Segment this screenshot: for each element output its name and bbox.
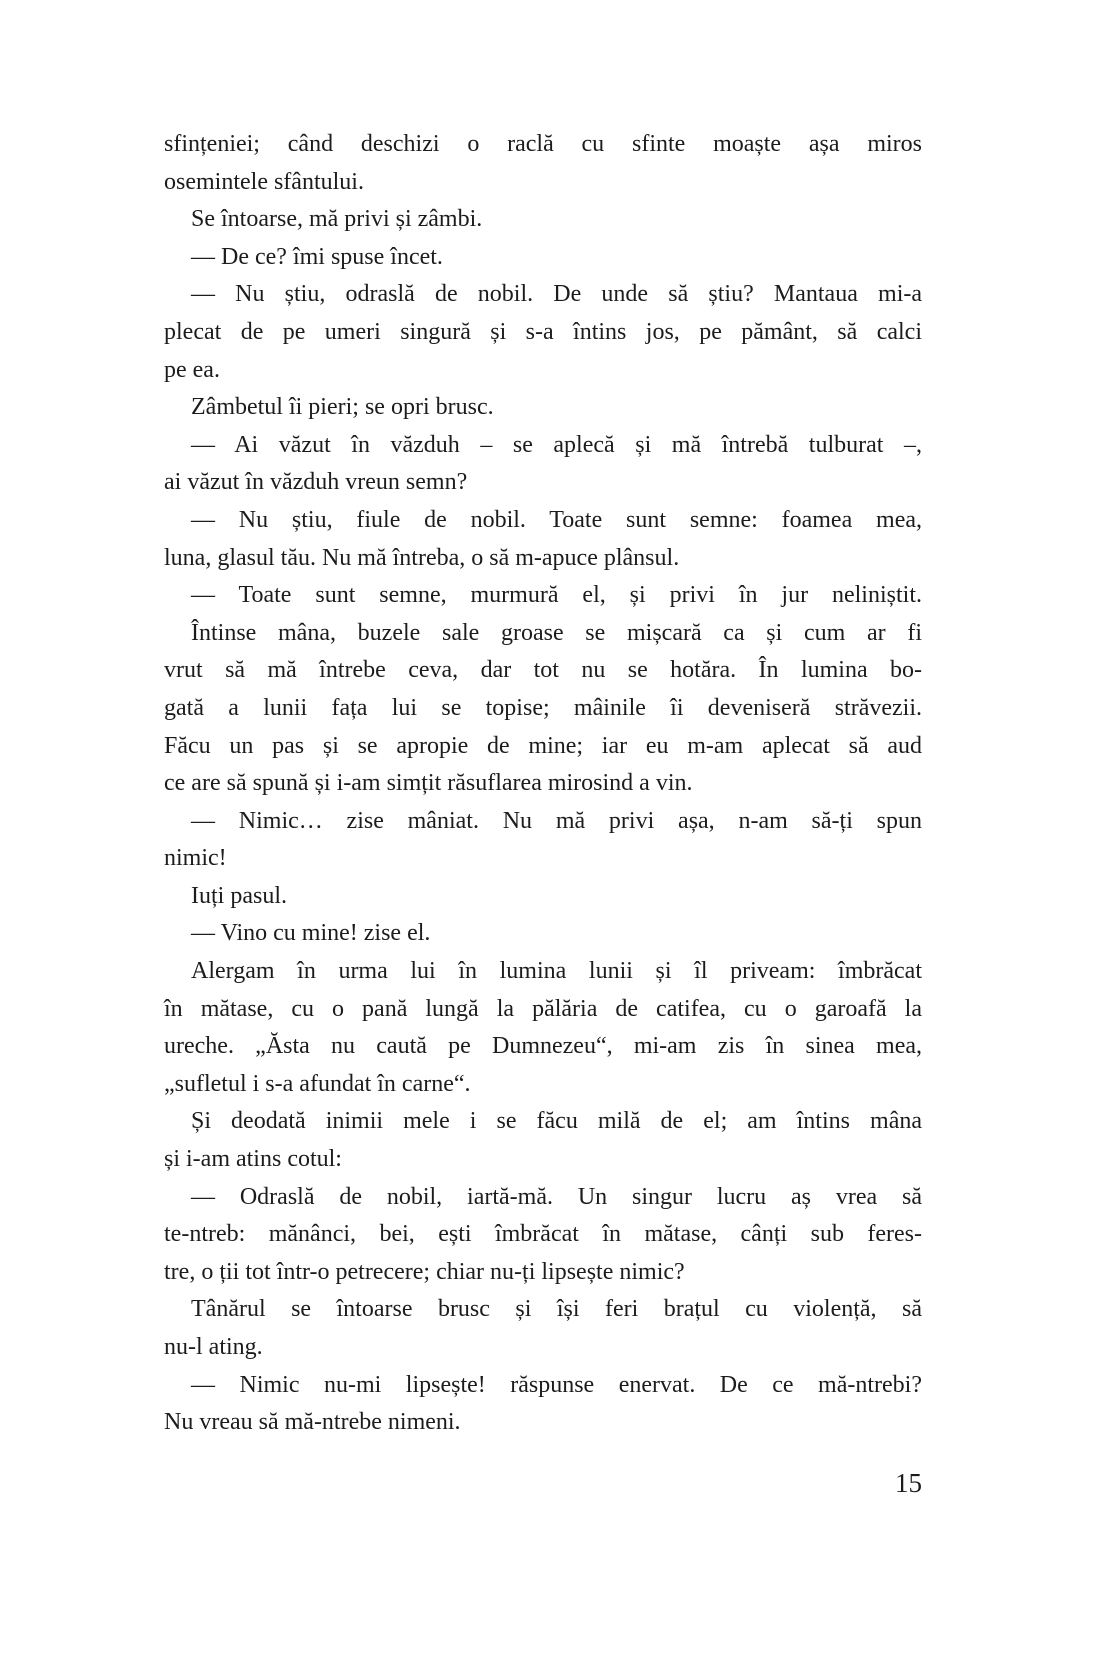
text-line: luna, glasul tău. Nu mă întreba, o să m-apuce plânsul. xyxy=(164,544,680,571)
text-line: Iuți pasul. xyxy=(191,882,287,909)
text-line: — Nimic nu-mi lipsește! răspunse enervat. De ce mă-ntrebi? xyxy=(191,1371,922,1398)
text-line: ureche. „Ăsta nu caută pe Dumnezeu“, mi-am zis în sinea mea, xyxy=(164,1033,922,1060)
text-line: și i-am atins cotul: xyxy=(164,1146,342,1173)
text-line: „sufletul i s-a afundat în carne“. xyxy=(164,1070,471,1097)
text-line: osemintele sfântului. xyxy=(164,168,364,195)
text-line: tre, o ții tot într-o petrecere; chiar nu-ți lipsește nimic? xyxy=(164,1258,685,1285)
text-line: — Nu știu, fiule de nobil. Toate sunt semne: foamea mea, xyxy=(191,506,922,533)
text-line: gată a lunii fața lui se topise; mâinile îi deveniseră străvezii. xyxy=(164,694,922,721)
text-line: — Odraslă de nobil, iartă-mă. Un singur lucru aș vrea să xyxy=(191,1183,922,1210)
text-line: plecat de pe umeri singură și s-a întins jos, pe pământ, să calci xyxy=(164,318,922,345)
text-block xyxy=(164,126,922,1442)
text-line: Se întoarse, mă privi și zâmbi. xyxy=(191,206,483,233)
page-number: 15 xyxy=(895,1468,922,1498)
text-line: nu-l ating. xyxy=(164,1334,263,1360)
text-line: — De ce? îmi spuse încet. xyxy=(191,243,443,270)
text-line: Tânărul se întoarse brusc și își feri brațul cu violență, să xyxy=(191,1296,922,1323)
text-line: — Nimic… zise mâniat. Nu mă privi așa, n-am să-ți spun xyxy=(191,807,922,834)
text-line: ai văzut în văzduh vreun semn? xyxy=(164,469,468,496)
text-line: — Toate sunt semne, murmură el, și privi în jur neliniștit. xyxy=(191,582,922,609)
text-line: Întinse mâna, buzele sale groase se mișcară ca și cum ar fi xyxy=(191,619,922,646)
text-line: — Ai văzut în văzduh – se aplecă și mă întrebă tulburat –, xyxy=(191,431,922,458)
text-line: sfințeniei; când deschizi o raclă cu sfinte moaște așa miros xyxy=(164,131,922,157)
text-line: — Nu știu, odraslă de nobil. De unde să știu? Mantaua mi-a xyxy=(191,281,922,308)
text-line: vrut să mă întrebe ceva, dar tot nu se hotăra. În lumina bo- xyxy=(164,657,922,684)
text-line: nimic! xyxy=(164,845,227,872)
text-line: Alergam în urma lui în lumina lunii și îl priveam: îmbrăcat xyxy=(191,958,922,985)
text-line: te-ntreb: mănânci, bei, ești îmbrăcat în mătase, cânți sub feres- xyxy=(164,1221,922,1248)
text-line: — Vino cu mine! zise el. xyxy=(191,920,431,947)
text-line: Nu vreau să mă-ntrebe nimeni. xyxy=(164,1409,461,1436)
text-line: Făcu un pas și se apropie de mine; iar eu m-am aplecat să aud xyxy=(164,732,922,759)
text-line: Și deodată inimii mele i se făcu milă de el; am întins mâna xyxy=(191,1108,922,1135)
text-line: pe ea. xyxy=(164,356,220,383)
text-line: ce are să spună și i-am simțit răsuflarea mirosind a vin. xyxy=(164,770,693,797)
text-line: Zâmbetul îi pieri; se opri brusc. xyxy=(191,394,494,421)
text-line: în mătase, cu o pană lungă la pălăria de catifea, cu o garoafă la xyxy=(164,995,922,1022)
